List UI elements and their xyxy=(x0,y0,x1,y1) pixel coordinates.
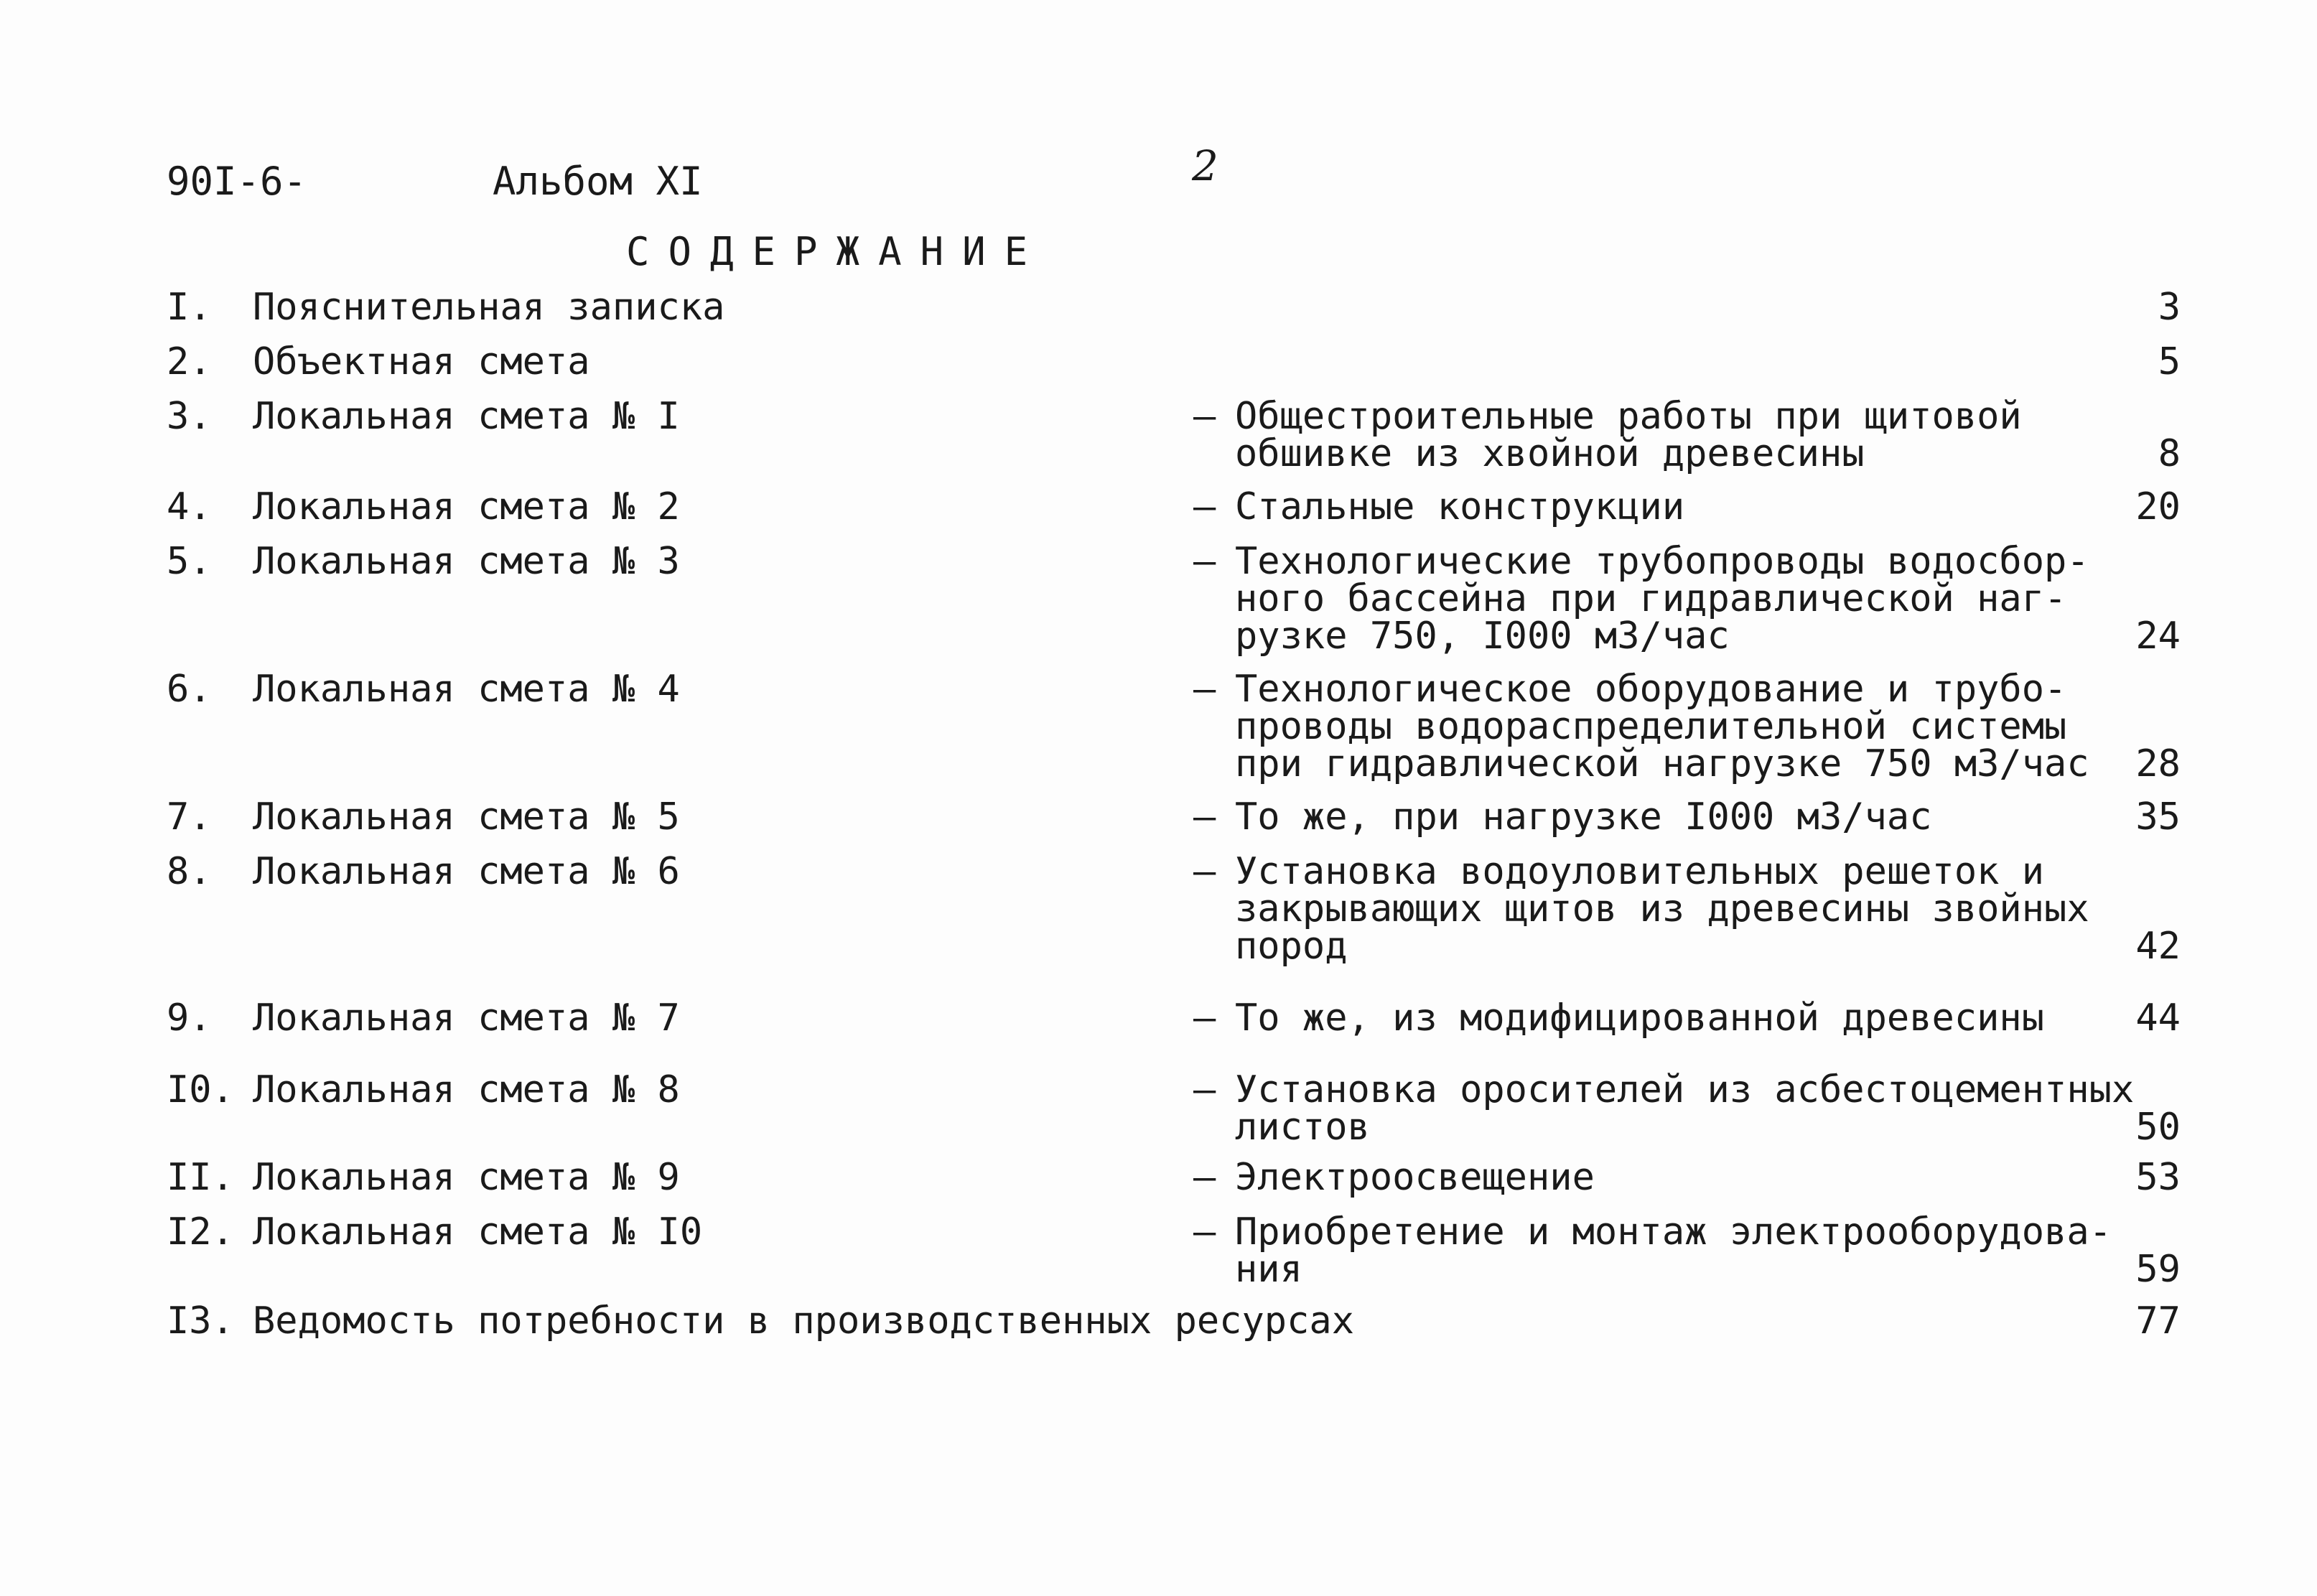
toc-page-number: 20 xyxy=(2135,485,2181,528)
toc-description: Общестроительные работы при щитовой обшивке из хвойной древесины xyxy=(1235,395,2022,475)
toc-number: I2. xyxy=(167,1210,234,1254)
toc-description: То же, из модифицированной древесины xyxy=(1235,997,2045,1040)
toc-number: I. xyxy=(167,286,212,329)
toc-number: 2. xyxy=(167,340,212,383)
toc-page-number: 8 xyxy=(2158,432,2181,475)
toc-number: 5. xyxy=(167,540,212,583)
toc-description: Установка водоуловительных решеток и закрывающих щитов из древесины звойных пород xyxy=(1235,850,2089,968)
toc-number: 9. xyxy=(167,997,212,1040)
toc-number: 6. xyxy=(167,668,212,711)
document-code: 90I-6- xyxy=(167,159,307,204)
toc-number: 8. xyxy=(167,850,212,893)
toc-page-number: 5 xyxy=(2158,340,2181,383)
handwritten-page-mark: 2 xyxy=(1192,141,1218,190)
toc-dash: – xyxy=(1193,1068,1216,1111)
toc-section-name: Локальная смета № 5 xyxy=(253,795,680,839)
toc-dash: – xyxy=(1193,850,1216,893)
toc-section-name: Объектная смета xyxy=(253,340,590,383)
toc-page-number: 50 xyxy=(2135,1106,2181,1149)
toc-dash: – xyxy=(1193,997,1216,1040)
toc-section-name: Локальная смета № 3 xyxy=(253,540,680,583)
toc-section-name: Локальная смета № 8 xyxy=(253,1068,680,1111)
toc-page-number: 24 xyxy=(2135,615,2181,658)
toc-description: Электроосвещение xyxy=(1235,1156,1595,1199)
toc-section-name: Локальная смета № 9 xyxy=(253,1156,680,1199)
contents-title: СОДЕРЖАНИЕ xyxy=(626,229,1047,274)
toc-dash: – xyxy=(1193,540,1216,583)
toc-page-number: 28 xyxy=(2135,742,2181,785)
toc-number: 7. xyxy=(167,795,212,839)
toc-number: I3. xyxy=(167,1299,234,1343)
toc-page-number: 59 xyxy=(2135,1248,2181,1291)
toc-page-number: 35 xyxy=(2135,795,2181,839)
toc-description: То же, при нагрузке I000 м3/час xyxy=(1235,795,1932,839)
toc-page-number: 42 xyxy=(2135,925,2181,968)
toc-section-name: Локальная смета № 6 xyxy=(253,850,680,893)
toc-dash: – xyxy=(1193,485,1216,528)
toc-description: Технологические трубопроводы водосбор- ного бассейна при гидравлической наг- рузке 750, I000 м3/час xyxy=(1235,540,2089,658)
toc-page-number: 3 xyxy=(2158,286,2181,329)
toc-dash: – xyxy=(1193,668,1216,711)
toc-description: Технологическое оборудование и трубо- проводы водораспределительной системы при гидравлической нагрузке 750 м3/час xyxy=(1235,668,2089,785)
toc-number: II. xyxy=(167,1156,234,1199)
toc-section-name: Локальная смета № 2 xyxy=(253,485,680,528)
toc-section-name: Локальная смета № I0 xyxy=(253,1210,703,1254)
toc-page-number: 77 xyxy=(2135,1299,2181,1343)
toc-page-number: 53 xyxy=(2135,1156,2181,1199)
toc-page-number: 44 xyxy=(2135,997,2181,1040)
toc-number: I0. xyxy=(167,1068,234,1111)
toc-description: Установка оросителей из асбестоцементных листов xyxy=(1235,1068,2135,1149)
toc-description: Приобретение и монтаж электрооборудова- ния xyxy=(1235,1210,2112,1291)
toc-dash: – xyxy=(1193,395,1216,438)
toc-number: 3. xyxy=(167,395,212,438)
album-label: Альбом XI xyxy=(493,159,703,204)
toc-section-name: Локальная смета № I xyxy=(253,395,680,438)
toc-section-name: Ведомость потребности в производственных ресурсах xyxy=(253,1299,1355,1343)
toc-description: Стальные конструкции xyxy=(1235,485,1685,528)
toc-dash: – xyxy=(1193,795,1216,839)
toc-section-name: Локальная смета № 7 xyxy=(253,997,680,1040)
toc-dash: – xyxy=(1193,1156,1216,1199)
toc-section-name: Пояснительная записка xyxy=(253,286,725,329)
toc-number: 4. xyxy=(167,485,212,528)
toc-section-name: Локальная смета № 4 xyxy=(253,668,680,711)
toc-dash: – xyxy=(1193,1210,1216,1254)
